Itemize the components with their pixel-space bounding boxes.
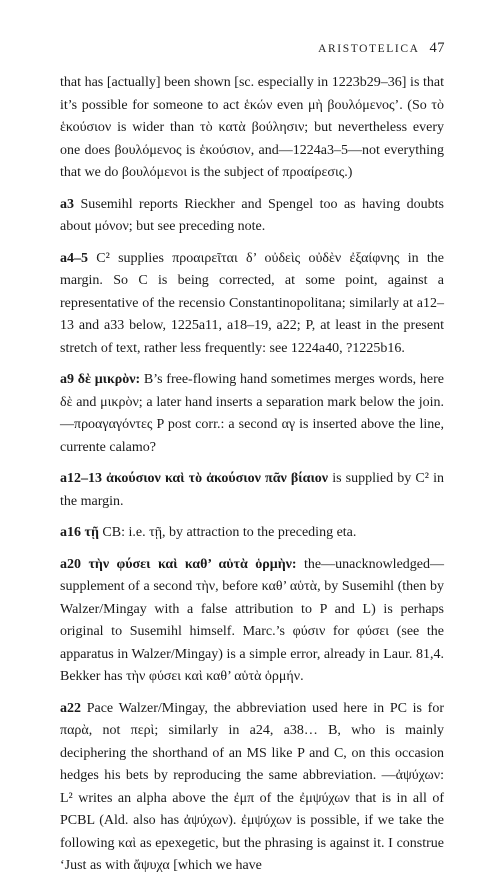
commentary-paragraph bbox=[60, 369, 444, 459]
commentary-paragraph bbox=[60, 698, 444, 878]
commentary-paragraph bbox=[60, 468, 444, 513]
paragraph-text: the—unacknowledged—supplement of a second τὴν, before καθ’ αὑτὰ, by Susemihl (then by Walzer/Mingay with a false attribution to P and L) is perhaps original to Susemihl himself. Marc.’s φύσιν for φύσει (see the apparatus in Walzer/Mingay) is a simple error, already in Laur. 81,4. Bekker has τὴν φύσει καὶ καθ’ αὑτὰ ὁρμήν. bbox=[60, 556, 444, 684]
commentary-paragraph bbox=[60, 554, 444, 689]
commentary-paragraph bbox=[60, 522, 444, 545]
paragraph-lemma: a16 τῇ bbox=[60, 525, 99, 540]
paragraph-lemma: a9 δὲ μικρὸν: bbox=[60, 372, 141, 387]
running-header bbox=[318, 40, 445, 57]
paragraph-text: CB: i.e. τῇ, by attraction to the preceding eta. bbox=[102, 525, 357, 540]
page-number: 47 bbox=[429, 40, 445, 56]
paragraph-text: Pace Walzer/Mingay, the abbreviation used here in PC is for παρὰ, not περὶ; similarly in a24, a38… B, who is mainly deciphering the shorthand of an MS like P and C, on this occasion hedges his bets by reproducing the same abbreviation. —ἀψύχων: L² writes an alpha above the ἐμπ of the ἐμψύχων that is in all of PCBL (Ald. also has ἀψύχων). ἐμψύχων is possible, if we take the following καὶ as epexegetic, but the phrasing is against it. I construe ‘Just as with ἄψυχα [which we have bbox=[60, 700, 445, 873]
paragraph-text: Susemihl reports Rieckher and Spengel too as having doubts about μόνον; but see preceding note. bbox=[60, 196, 444, 234]
paragraph-text: B’s free-flowing hand sometimes merges words, here δὲ and μικρὸν; a later hand inserts a separation mark below the join. —προαγαγόντες P post corr.: a second αγ is inserted above the line, currente calamo? bbox=[60, 372, 444, 455]
paragraph-lemma: a3 bbox=[60, 196, 74, 212]
paragraph-lemma: a4–5 bbox=[60, 250, 88, 266]
commentary-paragraph bbox=[60, 72, 444, 185]
paragraph-lemma: a22 bbox=[60, 700, 81, 716]
paragraph-text: is supplied by C² in the margin. bbox=[60, 471, 444, 509]
paragraph-lemma: a20 τὴν φύσει καὶ καθ’ αὑτὰ ὁρμὴν: bbox=[60, 556, 297, 572]
paragraph-text: C² supplies προαιρεῖται δ’ οὐδεὶς οὐδὲν ἐξαίφνης in the margin. So C is being corrected, at some point, against a representative of the recensio Constantinopolitana; similarly at a12–13 and a33 below, 1225a11, a18–19, a22; P, at least in the present stretch of text, rather less frequently: see 1224a40, ?1225b16. bbox=[60, 250, 445, 356]
commentary-body bbox=[60, 72, 444, 887]
commentary-paragraph bbox=[60, 248, 444, 361]
running-title: ARISTOTELICA bbox=[318, 43, 420, 55]
paragraph-lemma: a12–13 ἀκούσιον καὶ τὸ ἀκούσιον πᾶν βίαιον bbox=[60, 471, 329, 486]
commentary-paragraph bbox=[60, 194, 444, 239]
paragraph-text: that has [actually] been shown [sc. especially in 1223b29–36] is that it’s possible for someone to act ἑκών even μὴ βουλόμενος’. (So τὸ ἑκούσιον is wider than τὸ κατὰ βούλησιν; but nevertheless every one does βουλόμενος is ἑκούσιον, and—1224a3–5—not everything that we do βουλόμενοι is the subject of προαίρεσις.) bbox=[60, 75, 444, 180]
